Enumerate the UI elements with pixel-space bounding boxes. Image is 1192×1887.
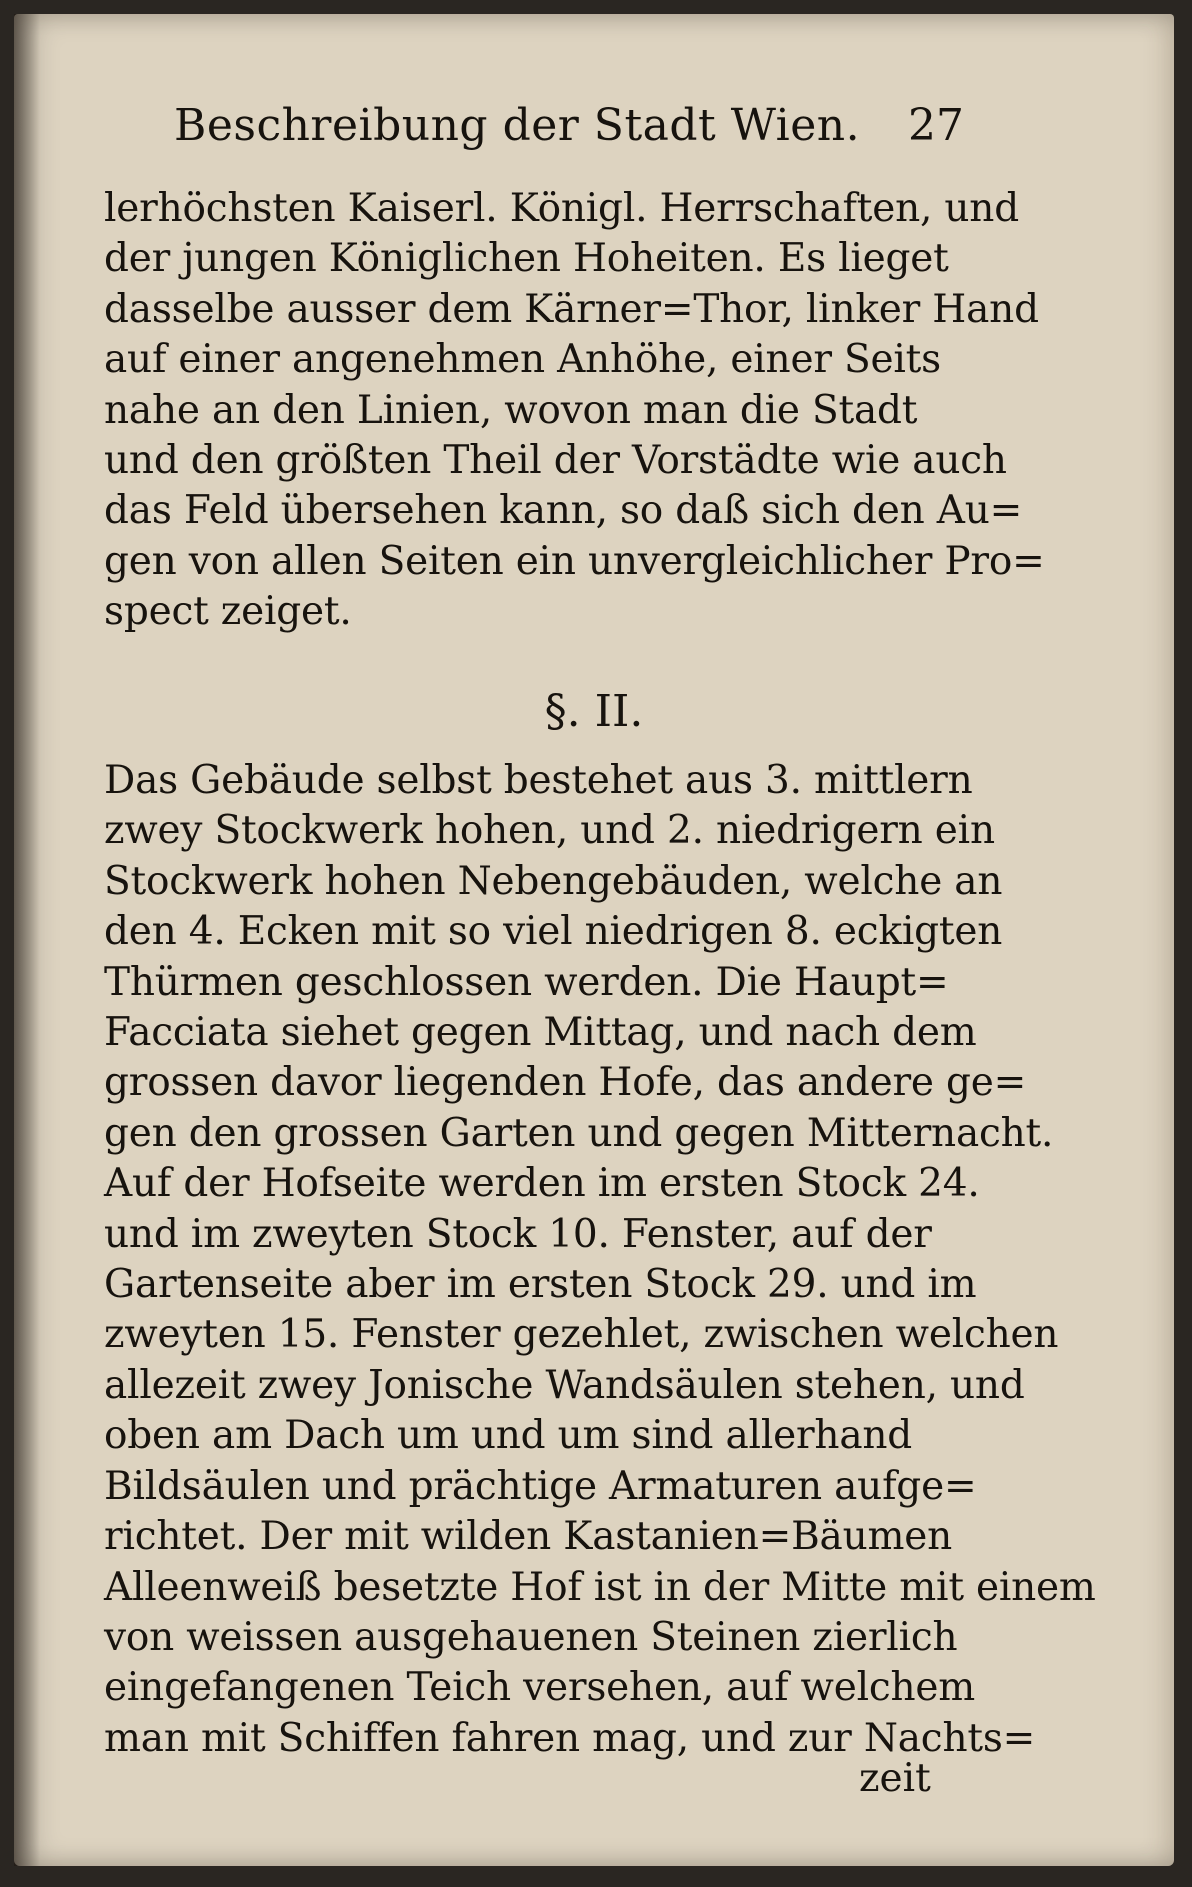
text-line: man mit Schiffen fahren mag, und zur Nachts= xyxy=(104,1715,1036,1761)
text-line: nahe an den Linien, wovon man die Stadt xyxy=(104,387,918,433)
text-line: auf einer angenehmen Anhöhe, einer Seits xyxy=(104,337,941,383)
text-line: und im zweyten Stock 10. Fenster, auf der xyxy=(104,1211,932,1257)
text-line: zweyten 15. Fenster gezehlet, zwischen welchen xyxy=(104,1312,1059,1358)
text-line: grossen davor liegenden Hofe, das andere ge= xyxy=(104,1060,1027,1106)
running-header xyxy=(174,100,964,160)
text-line: von weissen ausgehauenen Steinen zierlich xyxy=(104,1614,958,1660)
text-line: Stockwerk hohen Nebengebäuden, welche an xyxy=(104,858,1003,904)
text-line: zwey Stockwerk hohen, und 2. niedrigern ein xyxy=(104,808,995,854)
text-line: dasselbe ausser dem Kärner=Thor, linker Hand xyxy=(104,286,1039,332)
text-line: Thürmen geschlossen werden. Die Haupt= xyxy=(104,959,949,1005)
paragraph-section-2 xyxy=(104,756,1096,1764)
text-line: gen den grossen Garten und gegen Mitternacht. xyxy=(104,1110,1054,1156)
text-line: das Feld übersehen kann, so daß sich den Au= xyxy=(104,488,1023,534)
catchword: zeit xyxy=(859,1756,931,1801)
text-line: gen von allen Seiten ein unvergleichlicher Pro= xyxy=(104,538,1045,584)
text-line: richtet. Der mit wilden Kastanien=Bäumen xyxy=(104,1514,953,1560)
text-line: Gartenseite aber im ersten Stock 29. und im xyxy=(104,1262,977,1308)
section-heading: §. II. xyxy=(544,686,644,737)
text-line: Auf der Hofseite werden im ersten Stock 24. xyxy=(104,1161,980,1207)
text-line: der jungen Königlichen Hoheiten. Es lieget xyxy=(104,236,949,282)
text-line: lerhöchsten Kaiserl. Königl. Herrschaften, und xyxy=(104,186,1019,231)
text-line: eingefangenen Teich versehen, auf welchem xyxy=(104,1665,976,1711)
text-line: spect zeiget. xyxy=(104,589,352,635)
text-line: den 4. Ecken mit so viel niedrigen 8. eckigten xyxy=(104,909,1003,955)
page-gutter-shadow xyxy=(14,14,40,1866)
book-page xyxy=(14,14,1174,1866)
text-block xyxy=(104,184,1096,1761)
text-line: Alleenweiß besetzte Hof ist in der Mitte mit einem xyxy=(104,1564,1096,1610)
text-line: und den größten Theil der Vorstädte wie auch xyxy=(104,438,1007,484)
page-number: 27 xyxy=(908,100,964,151)
text-line: Facciata siehet gegen Mittag, und nach dem xyxy=(104,1010,977,1056)
text-line: Das Gebäude selbst bestehet aus 3. mittlern xyxy=(104,758,973,803)
text-line: Bildsäulen und prächtige Armaturen aufge= xyxy=(104,1463,977,1509)
paragraph-continuation xyxy=(104,184,1045,638)
text-line: oben am Dach um und um sind allerhand xyxy=(104,1413,913,1459)
text-line: allezeit zwey Jonische Wandsäulen stehen, und xyxy=(104,1362,1025,1408)
running-title: Beschreibung der Stadt Wien. xyxy=(174,100,861,151)
